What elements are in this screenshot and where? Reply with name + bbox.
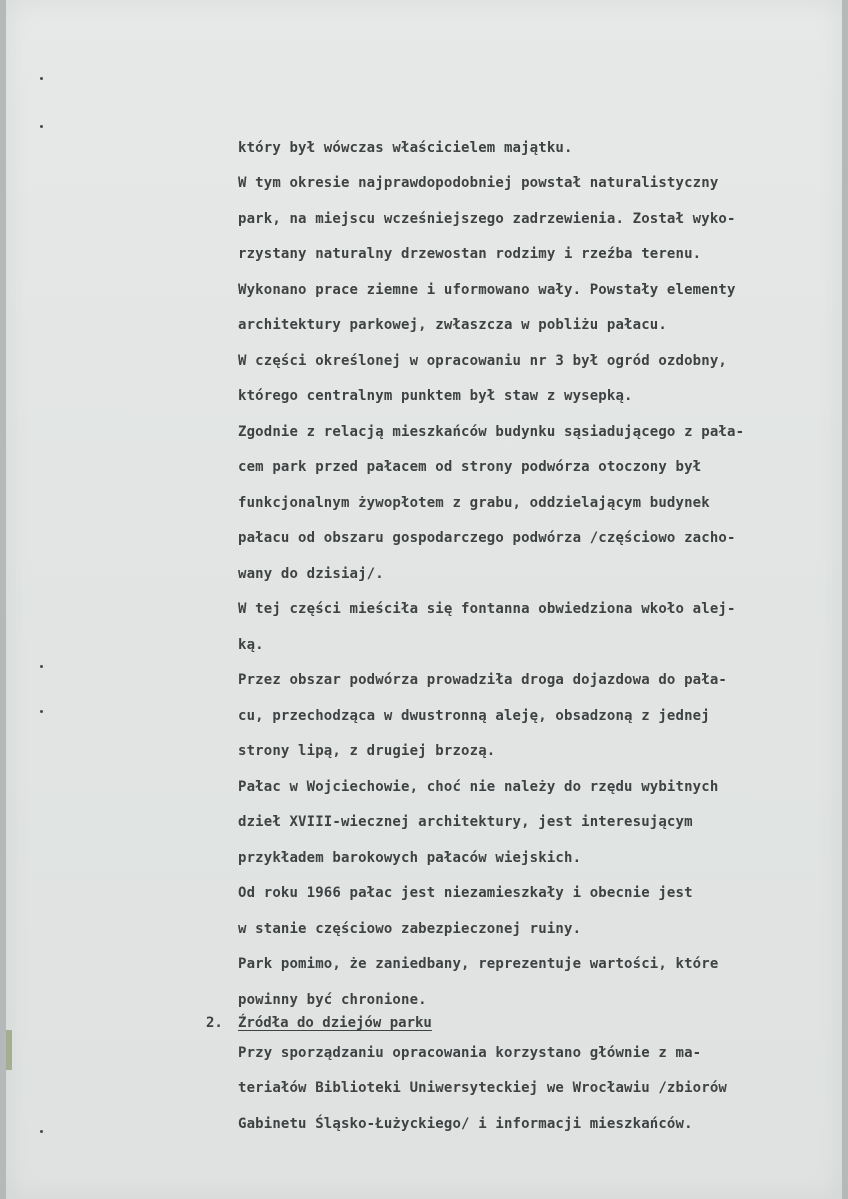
- text-line: Gabinetu Śląsko-Łużyckiego/ i informacji mieszkańców.: [238, 1116, 693, 1132]
- text-line: powinny być chronione.: [238, 992, 427, 1008]
- section-number: 2.: [206, 1015, 223, 1031]
- text-line: rzystany naturalny drzewostan rodzimy i rzeźba terenu.: [238, 246, 702, 262]
- margin-dot: [40, 77, 43, 80]
- margin-dot: [40, 710, 43, 713]
- margin-dot: [40, 1130, 43, 1133]
- text-line: w stanie częściowo zabezpieczonej ruiny.: [238, 921, 582, 937]
- text-line: teriałów Biblioteki Uniwersyteckiej we Wrocławiu /zbiorów: [238, 1080, 727, 1096]
- text-line: pałacu od obszaru gospodarczego podwórza /częściowo zacho-: [238, 530, 736, 546]
- text-line: funkcjonalnym żywopłotem z grabu, oddzielającym budynek: [238, 495, 710, 511]
- text-line: ką.: [238, 637, 264, 653]
- text-line: cem park przed pałacem od strony podwórza otoczony był: [238, 459, 702, 475]
- text-line: wany do dzisiaj/.: [238, 566, 384, 582]
- text-line: który był wówczas właścicielem majątku.: [238, 140, 573, 156]
- paper-edge-stain: [6, 1030, 12, 1070]
- text-line: Przy sporządzaniu opracowania korzystano głównie z ma-: [238, 1045, 702, 1061]
- text-line: Park pomimo, że zaniedbany, reprezentuje wartości, które: [238, 956, 719, 972]
- text-line: dzieł XVIII-wiecznej architektury, jest interesującym: [238, 814, 693, 830]
- text-line: park, na miejscu wcześniejszego zadrzewienia. Został wyko-: [238, 211, 736, 227]
- text-line: którego centralnym punktem był staw z wysepką.: [238, 388, 633, 404]
- text-line: Pałac w Wojciechowie, choć nie należy do rzędu wybitnych: [238, 779, 719, 795]
- text-line: W części określonej w opracowaniu nr 3 był ogród ozdobny,: [238, 353, 727, 369]
- section-heading: [206, 1015, 432, 1031]
- margin-dot: [40, 665, 43, 668]
- margin-dot: [40, 125, 43, 128]
- text-line: architektury parkowej, zwłaszcza w pobliżu pałacu.: [238, 317, 667, 333]
- text-line: Zgodnie z relacją mieszkańców budynku sąsiadującego z pała-: [238, 424, 745, 440]
- text-line: W tym okresie najprawdopodobniej powstał naturalistyczny: [238, 175, 719, 191]
- text-line: Od roku 1966 pałac jest niezamieszkały i obecnie jest: [238, 885, 693, 901]
- text-line: Wykonano prace ziemne i uformowano wały. Powstały elementy: [238, 282, 736, 298]
- text-line: strony lipą, z drugiej brzozą.: [238, 743, 496, 759]
- text-line: Przez obszar podwórza prowadziła droga dojazdowa do pała-: [238, 672, 727, 688]
- text-line: W tej części mieściła się fontanna obwiedziona wkoło alej-: [238, 601, 736, 617]
- section-title: Źródła do dziejów parku: [238, 1015, 432, 1031]
- document-page: [6, 0, 842, 1199]
- text-line: cu, przechodząca w dwustronną aleję, obsadzoną z jednej: [238, 708, 710, 724]
- text-line: przykładem barokowych pałaców wiejskich.: [238, 850, 582, 866]
